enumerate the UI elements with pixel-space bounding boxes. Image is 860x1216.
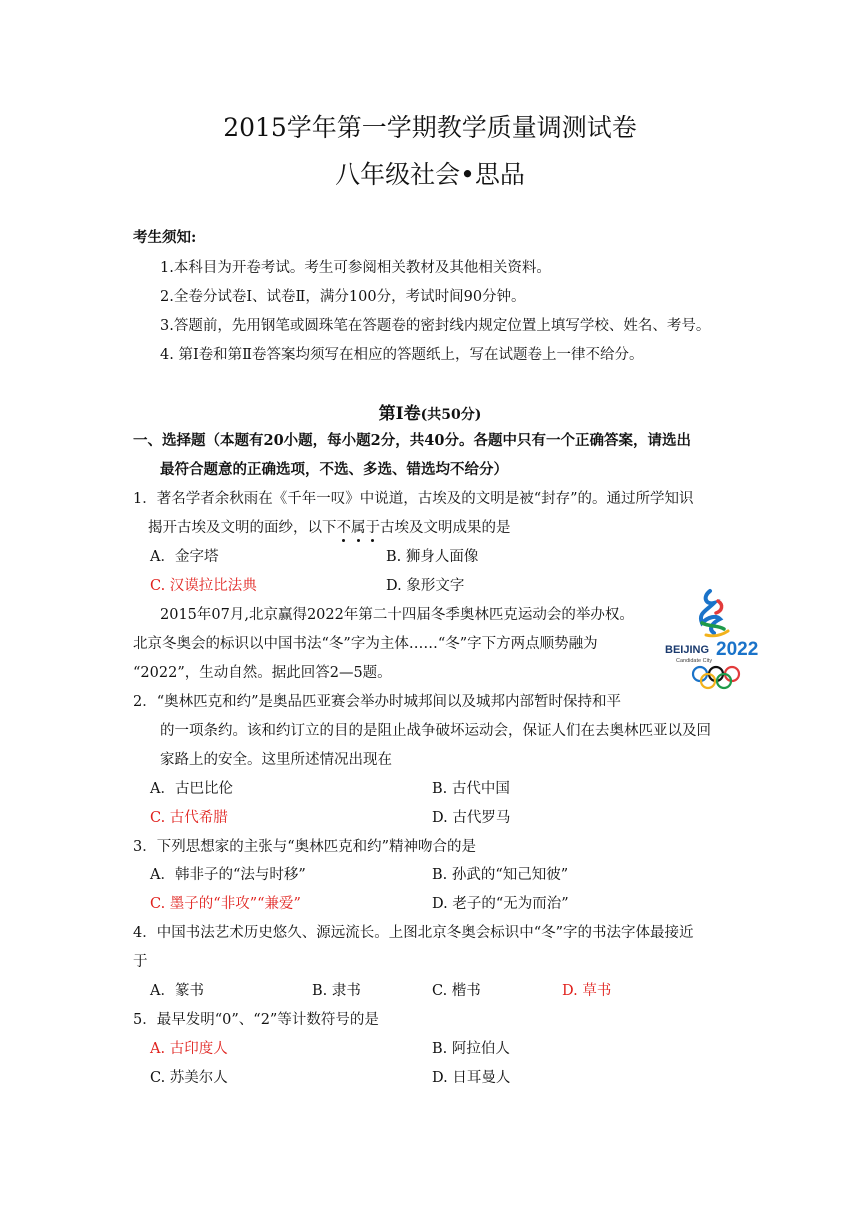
notice-item-4: 4. 第Ⅰ卷和第Ⅱ卷答案均须写在相应的答题纸上，写在试题卷上一律不给分。 [160,347,644,363]
q5-option-d: D. 日耳曼人 [432,1070,511,1086]
q3-option-c-answer: C. 墨子的“非攻”“兼爱” [150,896,301,912]
q1-emphasis-char: 属 [351,520,366,536]
notice-item-2: 2.全卷分试卷Ⅰ、试卷Ⅱ，满分100分，考试时间90分钟。 [160,289,526,305]
beijing-2022-logo [662,583,772,693]
q2-stem-line3: 家路上的安全。这里所述情况出现在 [160,752,392,768]
q2-option-d: D. 古代罗马 [432,810,511,826]
notice-item-3: 3.答题前，先用钢笔或圆珠笔在答题卷的密封线内规定位置上填写学校、姓名、考号。 [160,318,711,334]
logo-word: BEIJING [665,644,710,656]
logo-year: 2022 [716,639,759,660]
logo-swoosh-yellow [706,631,728,636]
exam-subtitle: 八年级社会•思品 [335,160,525,189]
exam-title: 2015学年第一学期教学质量调测试卷 [223,113,637,142]
part-heading-line2: 最符合题意的正确选项，不选、多选、错选均不给分） [160,461,508,478]
q5-option-b: B. 阿拉伯人 [432,1041,510,1057]
q1-option-a: A．金字塔 [150,549,219,565]
q1-option-b: B. 狮身人面像 [386,549,479,565]
q5-stem-line1: 5．最早发明“0”、“2”等计数符号的是 [133,1012,379,1028]
passage-line1: 2015年07月,北京赢得2022年第二十四届冬季奥林匹克运动会的举办权。 [160,607,634,623]
q3-option-b: B. 孙武的“知己知彼” [432,867,569,883]
olympic-rings-icon [693,667,739,688]
q3-option-a: A．韩非子的“法与时移” [150,867,306,883]
q2-stem-line1: 2．“奥林匹克和约”是奥品匹亚赛会举办时城邦间以及城邦内部暂时保持和平 [133,694,622,710]
q1-stem-post: 古埃及文明成果的是 [380,520,511,536]
q1-emphasis-char: 不 [336,520,351,536]
q1-emphasis-char: 于 [365,520,380,536]
q4-option-b: B. 隶书 [312,983,361,999]
q4-stem-line1: 4．中国书法艺术历史悠久、源远流长。上图北京冬奥会标识中“冬”字的书法字体最接近 [133,925,694,941]
notice-heading: 考生须知: [133,229,197,246]
q4-option-c: C. 楷书 [432,983,481,999]
q1-option-c-answer: C. 汉谟拉比法典 [150,578,257,594]
section-score: (共50分) [420,407,482,423]
section-title-label: 第Ⅰ卷 [378,404,421,424]
q1-stem-line1: 1．著名学者余秋雨在《千年一叹》中说道，古埃及的文明是被“封存”的。通过所学知识 [133,491,694,507]
section-title [0,399,860,424]
q3-stem-line1: 3．下列思想家的主张与“奥林匹克和约”精神吻合的是 [133,839,477,855]
q1-stem-pre: 揭开古埃及文明的面纱，以下 [148,520,337,536]
q1-option-d: D. 象形文字 [386,578,465,594]
q1-stem-line2 [148,516,511,537]
q4-stem-line2: 于 [133,954,148,970]
q2-option-c-answer: C. 古代希腊 [150,810,228,826]
part-heading-line1: 一、选择题（本题有20小题，每小题2分，共40分。各题中只有一个正确答案，请选出 [133,432,691,449]
q3-option-d: D. 老子的“无为而治” [432,896,569,912]
q5-option-c: C. 苏美尔人 [150,1070,228,1086]
passage-line2: 北京冬奥会的标识以中国书法“冬”字为主体……“冬”字下方两点顺势融为 [133,636,598,652]
passage-line3: “2022”，生动自然。据此回答2—5题。 [133,665,392,681]
q4-option-d-answer: D. 草书 [562,983,612,999]
q4-option-a: A．篆书 [150,983,204,999]
q2-stem-line2: 的一项条约。该和约订立的目的是阻止战争破坏运动会，保证人们在去奥林匹亚以及回 [160,723,711,739]
q2-option-a: A．古巴比伦 [150,781,233,797]
q5-option-a-answer: A. 古印度人 [150,1041,228,1057]
notice-item-1: 1.本科目为开卷考试。考生可参阅相关教材及其他相关资料。 [160,260,551,276]
q2-option-b: B. 古代中国 [432,781,510,797]
logo-sub: Candidate City [676,658,713,664]
